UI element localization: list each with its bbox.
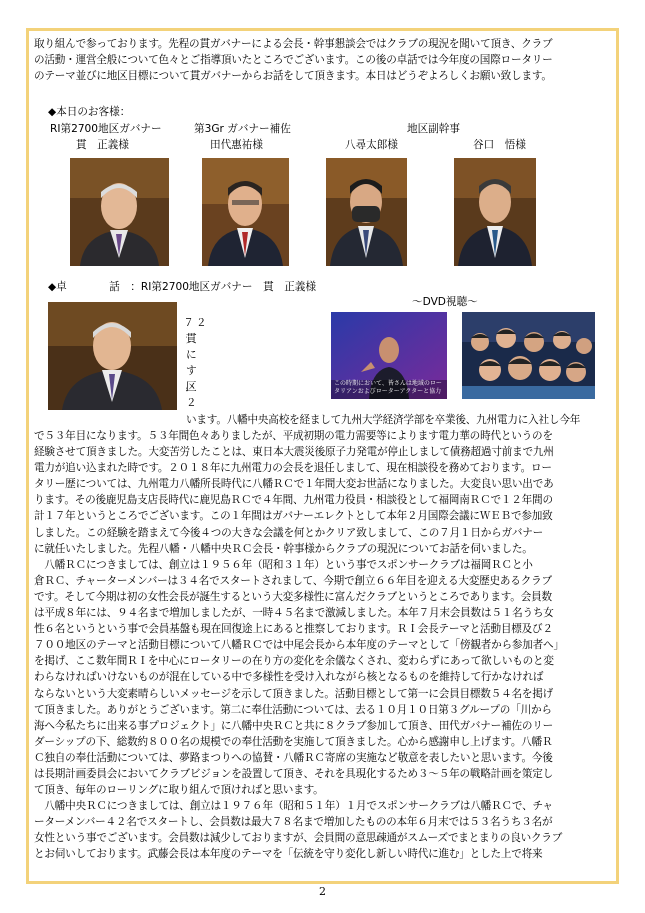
speech-line: 海へ今私たちに出来る事プロジェクト」に八幡中央ＲＣと共に８クラブ参加して頂き、田代ガバナー補佐のリー bbox=[34, 719, 554, 732]
speech-line: 八幡中央ＲＣにつきましては、創立は１９７６年（昭和５１年）１月でスポンサークラブは八幡ＲＣで、チャ bbox=[34, 800, 553, 813]
intro-paragraph bbox=[34, 36, 553, 84]
guest-group-label: RI第2700地区ガバナー bbox=[50, 123, 162, 135]
intro-line: のテーマ並びに地区目標について貫ガバナーからお話をして頂きます。本日はどうぞよろしくお願い致します。 bbox=[34, 70, 552, 83]
speech-line: タリー歴については、九州電力八幡所長時代に八幡ＲＣで１年間大変お世話になりました。大変良い思い出であ bbox=[34, 478, 554, 491]
speech-line: です。そして今期は初の女性会長が誕生するという大変多様性に富んだクラブというところであります。会員数 bbox=[34, 590, 552, 603]
speech-side-line bbox=[186, 347, 580, 363]
speech-line: わらなければいけないものが混在している中で多様性を受け入れながら核となるものを維持して行かなければ bbox=[34, 671, 544, 684]
guests-heading: ◆本日のお客様： bbox=[48, 106, 131, 118]
guest-name: 田代惠祐様 bbox=[210, 139, 263, 151]
guest-photo bbox=[70, 158, 169, 266]
speaker-photo bbox=[48, 302, 177, 410]
speech-side-line: います。八幡中央高校を経まして九州大学経済学部を卒業後、九州電力に入社し今年 bbox=[186, 413, 581, 426]
speech-line: 八幡ＲＣにつきましては、創立は１９５６年（昭和３１年）という事でスポンサークラブは福岡ＲＣと小 bbox=[34, 558, 533, 571]
guest-group-label: 第3Gr ガバナー補佐 bbox=[194, 123, 291, 135]
speech-line: しました。この経験を踏まえて今後４つの大きな会議を何とかクリア致しまして、この７月１日からガバナー bbox=[34, 526, 544, 539]
speech-line: に就任いたしました。先程八幡・八幡中央ＲＣ会長・幹事様からクラブの現況についてお話を伺いました。 bbox=[34, 542, 533, 555]
speech-line: ります。その後鹿児島支店長時代に鹿児島ＲＣで４年間、九州電力役員・相談役として福岡南ＲＣで１２年間の bbox=[34, 494, 553, 507]
speech-side-line bbox=[186, 379, 580, 395]
speech-line: 倉ＲＣ、チャーターメンバーは３４名でスタートされまして、今期で創立６６年目を迎える大変歴史あるクラブ bbox=[34, 574, 552, 587]
guest-group-label: 地区副幹事 bbox=[407, 123, 460, 135]
speech-heading: ◆卓 話 ：RI第2700地区ガバナー 貫 正義様 bbox=[48, 281, 317, 293]
speech-line: ーターメンバー４２名でスタートし、会員数は最大７８名まで増加したものの本年６月末では５３名うち３名が bbox=[34, 816, 553, 829]
guest-photo bbox=[326, 158, 407, 266]
speech-body bbox=[34, 428, 564, 863]
page-number: 2 bbox=[319, 885, 326, 898]
speech-line: て頂き、毎年のローリングに取り組んで頂ければと思います。 bbox=[34, 784, 324, 797]
speech-intro-block bbox=[186, 315, 580, 428]
speech-line: 経験させて頂きました。大変苦労したことは、東日本大震災後原子力発電が停止しまして債務超過寸前まで九州 bbox=[34, 446, 554, 459]
speech-line: ならないという大変素晴らしいメッセージを示して頂きました。活動目標として第一に会員目標数５４名を掲げ bbox=[34, 687, 554, 700]
speech-side-line bbox=[186, 315, 580, 331]
speech-line: とお伺いしております。武藤会長は本年度のテーマを「伝統を守り変化し新しい時代に進む」とした上で将来 bbox=[34, 848, 543, 861]
speech-line: 性６名というという事で会員基盤も現在回復途上にあると推察しております。ＲＩ会長テーマと活動目標及び２ bbox=[34, 623, 553, 636]
speech-line: は長期計画委員会においてクラブビジョンを設置して頂き、それを具現化するため３～５年の戦略計画を策定し bbox=[34, 767, 554, 780]
intro-line: の活動・運営全般について色々とご指導頂いたところでございます。この後の卓話では今年度の国際ロータリー bbox=[34, 54, 553, 67]
guest-photo bbox=[202, 158, 289, 266]
speech-side-line bbox=[186, 331, 580, 347]
speech-line: 電力が追い込まれた時です。２０１８年に九州電力の会長を退任しまして、現在相談役を務めております。ロー bbox=[34, 462, 552, 475]
guest-name: 貫 正義様 bbox=[76, 139, 129, 151]
speech-line: 計１７年というところでございます。この１年間はガバナーエレクトとして本年２月国際会議にＷＥＢで参加致 bbox=[34, 510, 553, 523]
dvd-caption: この時期において、皆さんは地域のロータリアンおよびローターアクターと協力 bbox=[334, 380, 442, 395]
speech-line: て頂きました。ありがとうございます。第二に奉仕活動については、去る１０月１０日第３グループの「川から bbox=[34, 703, 552, 716]
speech-line: で５３年目になります。５３年間色々ありましたが、平成初期の電力需要等によります電力華の時代というのを bbox=[34, 430, 553, 442]
speech-line: ７００地区のテーマと活動目標について八幡ＲＣでは中尾会長から本年度のテーマとして「傍観者から参加者へ」 bbox=[34, 639, 564, 652]
dvd-label: ～DVD視聴～ bbox=[412, 296, 478, 308]
guest-name: 谷口 悟様 bbox=[473, 139, 526, 151]
speech-line: は平成８年には、９４名まで増加しましたが、一時４５名まで激減しました。本年７月末会員数は５１名うち女 bbox=[34, 607, 554, 620]
speech-line: を掲げ、ここ数年間ＲＩを中心にロータリーの在り方の変化を余儀なくされ、変わらずにあって欲しいものと変 bbox=[34, 655, 554, 668]
guest-photo bbox=[454, 158, 536, 266]
speech-side-line bbox=[186, 395, 580, 411]
speech-line: Ｃ独自の奉仕活動については、夢路まつりへの協賛・八幡ＲＣ寄席の実施など敬意を表したいと思います。今後 bbox=[34, 751, 553, 764]
speech-side-line bbox=[186, 363, 580, 379]
speech-line: 女性という事でございます。会員数は減少しておりますが、会員間の意思疎通がスムーズでまとまりの良いクラブ bbox=[34, 832, 563, 845]
speech-line: ダーシップの下、総数約８００名の規模での奉仕活動を実施して頂きました。心から感謝申し上げます。八幡Ｒ bbox=[34, 735, 553, 748]
guest-name: 八尋太郎様 bbox=[345, 139, 398, 151]
intro-line: 取り組んで参っております。先程の貫ガバナーによる会長・幹事懇談会ではクラブの現況を聞いて頂き、クラブ bbox=[34, 38, 553, 50]
